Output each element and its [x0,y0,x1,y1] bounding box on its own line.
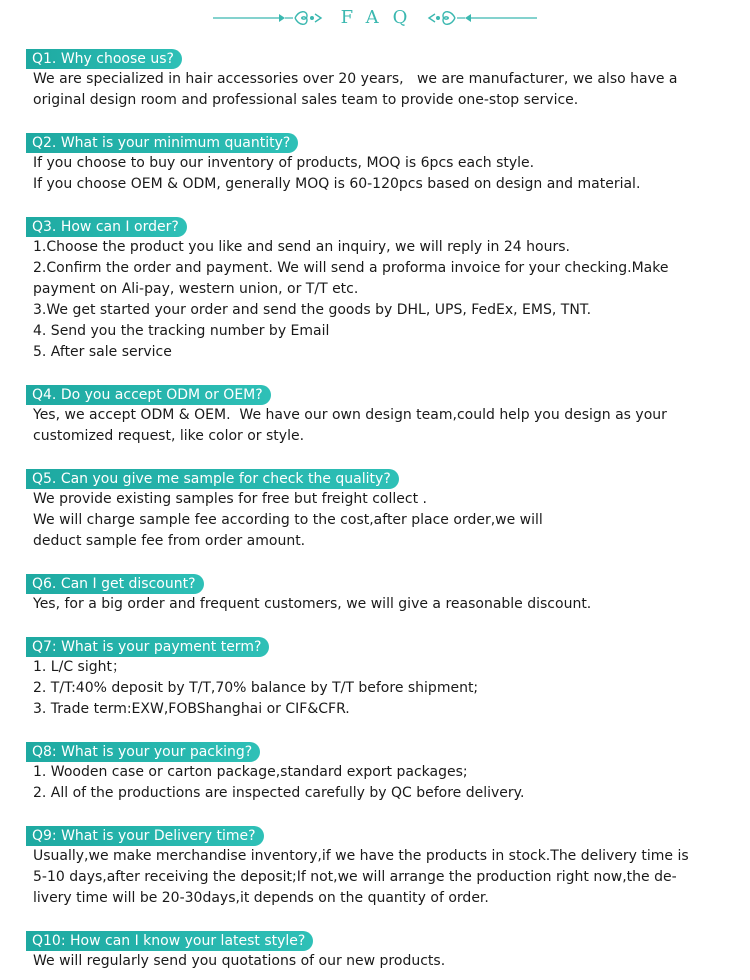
question-label: Q1. Why choose us? [26,49,182,69]
question-label: Q4. Do you accept ODM or OEM? [26,385,271,405]
answer-line: 2.Confirm the order and payment. We will send a proforma invoice for your checking.Make [33,260,669,276]
answer-line: 3.We get started your order and send the goods by DHL, UPS, FedEx, EMS, TNT. [33,302,592,318]
answer-text [26,594,591,615]
faq-item [26,930,445,972]
answer-line: 5. After sale service [33,344,172,360]
question-label: Q8: What is your your packing? [26,742,260,762]
answer-text [26,405,667,447]
answer-line: If you choose OEM & ODM, generally MOQ is 60-120pcs based on design and material. [33,176,641,192]
faq-item [26,636,478,720]
faq-item [26,132,640,195]
faq-item [26,468,543,552]
answer-text [26,153,640,195]
question-label: Q6. Can I get discount? [26,574,204,594]
faq-item [26,573,591,615]
faq-item [26,384,667,447]
page-title: FAQ [340,7,422,28]
answer-line: 4. Send you the tracking number by Email [33,323,330,339]
answer-text [26,489,543,552]
answer-line: 1.Choose the product you like and send an inquiry, we will reply in 24 hours. [33,239,570,255]
answer-line: original design room and professional sales team to provide one-stop service. [33,92,579,108]
answer-line: 5-10 days,after receiving the deposit;If not,we will arrange the production right now,the de- [33,869,677,885]
answer-line: Usually,we make merchandise inventory,if we have the products in stock.The delivery time is [33,848,689,864]
answer-line: 3. Trade term:EXW,FOBShanghai or CIF&CFR. [33,701,350,717]
faq-item [26,48,678,111]
question-label: Q2. What is your minimum quantity? [26,133,298,153]
faq-header [0,4,750,32]
faq-item [26,825,689,909]
answer-line: 2. All of the productions are inspected carefully by QC before delivery. [33,785,525,801]
right-ornament-icon [427,8,537,28]
answer-line: We will regularly send you quotations of our new products. [33,953,446,969]
answer-text [26,951,445,972]
faq-item [26,216,668,363]
answer-line: We provide existing samples for free but freight collect . [33,491,427,507]
question-label: Q7: What is your payment term? [26,637,269,657]
answer-line: We are specialized in hair accessories over 20 years, we are manufacturer, we also have a [33,71,678,87]
answer-line: payment on Ali-pay, western union, or T/T etc. [33,281,359,297]
answer-line: We will charge sample fee according to the cost,after place order,we will [33,512,543,528]
answer-line: If you choose to buy our inventory of products, MOQ is 6pcs each style. [33,155,535,171]
answer-line: 1. Wooden case or carton package,standard export packages; [33,764,468,780]
answer-text [26,69,678,111]
left-ornament-icon [213,8,323,28]
faq-item [26,741,524,804]
answer-line: deduct sample fee from order amount. [33,533,306,549]
answer-line: 2. T/T:40% deposit by T/T,70% balance by T/T before shipment; [33,680,479,696]
answer-line: customized request, like color or style. [33,428,305,444]
answer-line: Yes, for a big order and frequent customers, we will give a reasonable discount. [33,596,592,612]
question-label: Q5. Can you give me sample for check the quality? [26,469,399,489]
answer-text [26,846,689,909]
question-label: Q3. How can I order? [26,217,187,237]
answer-text [26,657,478,720]
question-label: Q9: What is your Delivery time? [26,826,264,846]
answer-line: Yes, we accept ODM & OEM. We have our own design team,could help you design as your [33,407,667,423]
answer-line: 1. L/C sight； [33,659,126,675]
answer-text [26,762,524,804]
answer-text [26,237,668,363]
question-label: Q10: How can I know your latest style? [26,931,313,951]
answer-line: livery time will be 20-30days,it depends on the quantity of order. [33,890,489,906]
